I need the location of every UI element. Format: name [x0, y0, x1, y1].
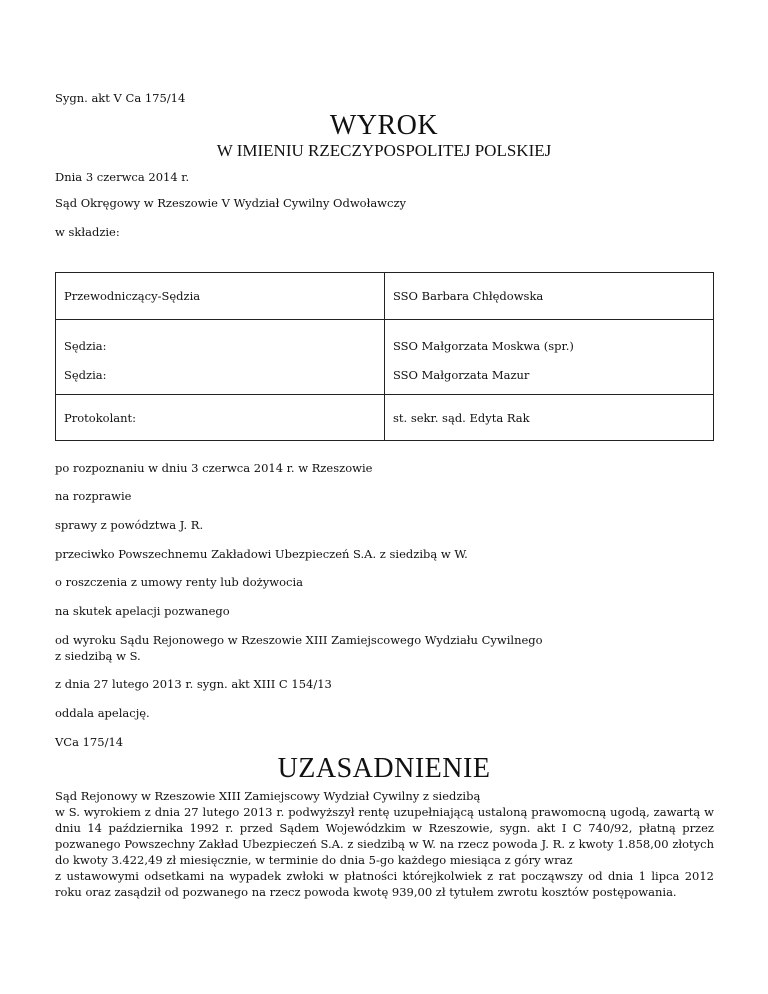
paragraph: o roszczenia z umowy renty lub dożywocia: [55, 575, 303, 589]
judgment-title: WYROK: [329, 110, 439, 141]
bench-role: Sędzia:: [56, 320, 385, 362]
paragraph-line: od wyroku Sądu Rejonowego w Rzeszowie XIII Zamiejscowego Wydziału Cywilnego: [55, 633, 543, 647]
bench-member: SSO Małgorzata Mazur: [385, 361, 714, 395]
court-name: Sąd Okręgowy w Rzeszowie V Wydział Cywilny Odwoławczy: [55, 196, 407, 210]
bench-table: [55, 272, 714, 441]
bench-row: [56, 395, 714, 441]
paragraph-line: z siedzibą w S.: [55, 649, 141, 663]
reasoning-paragraph: z ustawowymi odsetkami na wypadek zwłoki w płatności którejkolwiek z rat począwszy od dnia 1 lipca 2012 roku oraz zasądził od pozwanego na rzecz powoda kwotę 939,00 zł tytułem zwrotu kosztów postępowania.: [55, 869, 714, 899]
bench-role: Sędzia:: [56, 361, 385, 395]
paragraph: z dnia 27 lutego 2013 r. sygn. akt XIII C 154/13: [55, 677, 332, 691]
reasoning-paragraph: w S. wyrokiem z dnia 27 lutego 2013 r. podwyższył rentę uzupełniającą ustaloną prawomocną ugodą, zawartą w dniu 14 października 1992 r. przed Sądem Wojewódzkim w Rzeszowie, sygn. akt I C 740/92, płatną przez pozwanego Powszechny Zakład Ubezpieczeń S.A. z siedzibą w W. na rzecz powoda J. R. z kwoty 1.858,00 złotych do kwoty 3.422,49 zł miesięcznie, w terminie do dnia 5-go każdego miesiąca z góry wraz: [55, 805, 714, 867]
paragraph: po rozpoznaniu w dniu 3 czerwca 2014 r. w Rzeszowie: [55, 461, 373, 475]
judgment-date: Dnia 3 czerwca 2014 r.: [55, 170, 190, 184]
bench-member: st. sekr. sąd. Edyta Rak: [393, 410, 530, 425]
paragraph: na skutek apelacji pozwanego: [55, 604, 230, 618]
bench-row: [56, 320, 714, 362]
bench-row: [56, 273, 714, 320]
case-reference-short: VCa 175/14: [55, 735, 124, 749]
bench-member: SSO Barbara Chłędowska: [385, 273, 714, 320]
bench-role: Przewodniczący-Sędzia: [56, 273, 385, 320]
paragraph: [55, 632, 715, 664]
paragraph: na rozprawie: [55, 489, 132, 503]
judgment-subtitle: W IMIENIU RZECZYPOSPOLITEJ POLSKIEJ: [216, 141, 552, 160]
bench-row: [56, 361, 714, 395]
paragraph: przeciwko Powszechnemu Zakładowi Ubezpieczeń S.A. z siedzibą w W.: [55, 547, 468, 561]
reasoning-paragraph: Sąd Rejonowy w Rzeszowie XIII Zamiejscowy Wydział Cywilny z siedzibą: [55, 789, 481, 803]
case-reference: Sygn. akt V Ca 175/14: [55, 91, 186, 105]
reasoning-title: UZASADNIENIE: [277, 753, 491, 784]
bench-member: SSO Małgorzata Moskwa (spr.): [393, 338, 574, 353]
bench-role: Protokolant:: [56, 395, 385, 441]
paragraph: sprawy z powództwa J. R.: [55, 518, 204, 532]
composition-label: w składzie:: [55, 225, 120, 239]
verdict: oddala apelację.: [55, 706, 150, 720]
reasoning-body: [55, 788, 714, 900]
